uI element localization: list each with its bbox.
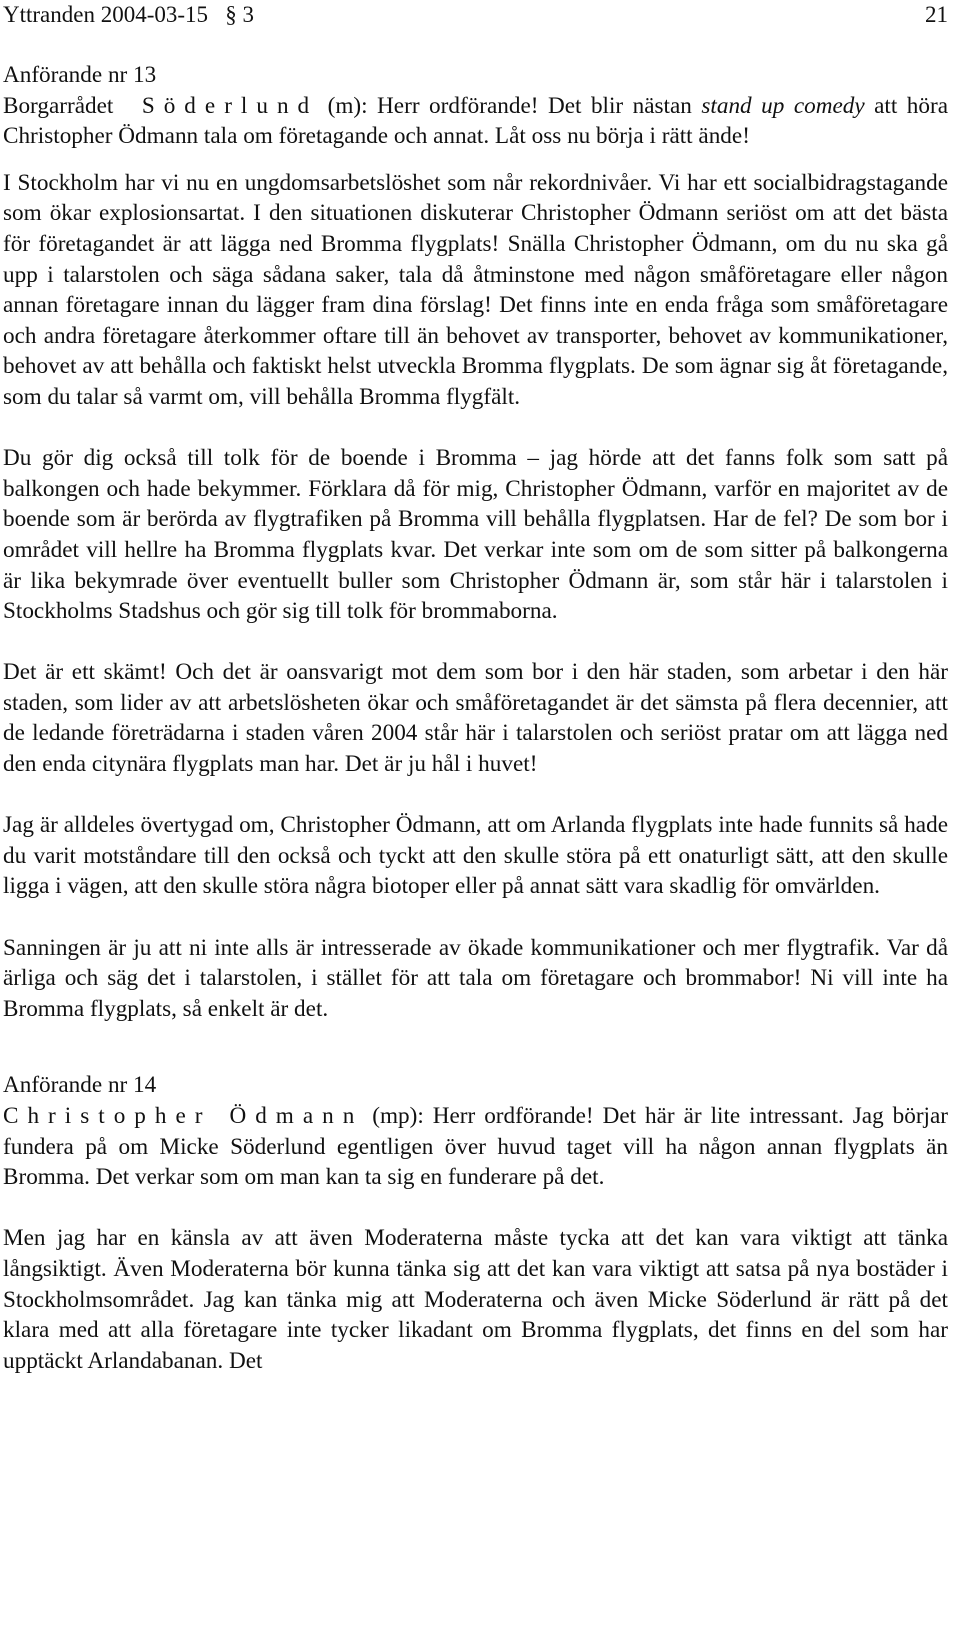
speech-opening-rest: att höra Christopher Ödmann tala om företagande och annat. Låt oss nu börja i rätt ände! <box>3 92 949 150</box>
speech-13 <box>3 60 948 1024</box>
speech-opening: (m): Herr ordförande! Det blir nästan <box>327 92 702 119</box>
paragraph: I Stockholm har vi nu en ungdomsarbetslöshet som når rekordnivåer. Vi har ett socialbidragstagande som ökar explosionsartat. I den situationen diskuterar Christopher Ödmann seriöst om att det bästa för företagandet är att lägga ned Bromma flygplats! Snälla Christopher Ödmann, om du nu ska gå upp i talarstolen och säga sådana saker, tala då åtminstone med någon småföretagare eller någon annan företagare innan du lägger fram dina förslag! Det finns inte en enda fråga som småföretagare och andra företagare återkommer oftare till än behovet av transporter, behovet av kommunikationer, behovet av att behålla och faktiskt helst utveckla Bromma flygplats. De som ägnar sig åt företagande, som du talar så varmt om, vill behålla Bromma flygfält. <box>3 169 948 410</box>
speech-14 <box>3 1070 948 1376</box>
paragraph: Det är ett skämt! Och det är oansvarigt mot dem som bor i den här staden, som arbetar i den här staden, som lider av att arbetslösheten ökar och småföretagandet är det sämsta på flera decennier, att de ledande företrädarna i staden våren 2004 står här i talarstolen och seriöst pratar om att lägga ned den enda citynära flygplats man har. Det är ju hål i huvet! <box>3 659 948 778</box>
header-left: Yttranden 2004-03-15 § 3 <box>3 2 255 27</box>
speaker-name: Söderlund <box>141 92 319 119</box>
paragraph: Sanningen är ju att ni inte alls är intresserade av ökade kommunikationer och mer flygtrafik. Var då ärliga och säg det i talarstolen, i stället för att tala om företagare och brommabor! Ni vill inte ha Bromma flygplats, så enkelt är det. <box>3 934 948 1022</box>
page-header <box>3 0 948 30</box>
speech-title: Anförande nr 14 <box>3 1072 157 1099</box>
speech-opening: (mp): Herr ordförande! Det här är lite intressant. Jag börjar fundera på om Micke Söderlund egentligen över huvud taget vill ha någon annan flygplats än Bromma. Det verkar som om man kan ta sig en funderare på det. <box>3 1103 949 1191</box>
paragraph: Du gör dig också till tolk för de boende i Bromma – jag hörde att det fanns folk som satt på balkongen och hade bekymmer. Förklara då för mig, Christopher Ödmann, varför en majoritet av de boende som är berörda av flygtrafiken på Bromma vill behålla flygplatsen. Har de fel? De som bor i området vill hellre ha Bromma flygplats kvar. Det verkar inte som om de som sitter på balkongerna är lika bekymrade över eventuellt buller som Christopher Ödmann är, som står här i talarstolen i Stockholms Stadshus och gör sig till tolk för brommaborna. <box>3 445 948 625</box>
paragraph: Jag är alldeles övertygad om, Christopher Ödmann, att om Arlanda flygplats inte hade funnits så hade du varit motståndare till den också och tyckt att den skulle störa på ett onaturligt sätt, att den skulle ligga i vägen, att den skulle störa några biotoper eller på annat sätt vara skadlig för omvärlden. <box>3 812 948 900</box>
italic-phrase: stand up comedy <box>701 92 865 119</box>
speaker-name: Christopher Ödmann <box>3 1103 364 1129</box>
page-number: 21 <box>925 2 948 27</box>
speech-intro <box>3 1101 948 1193</box>
paragraph: Men jag har en känsla av att även Moderaterna måste tycka att det kan vara viktigt att tänka långsiktigt. Även Moderaterna bör kunna tänka sig att det kan vara viktigt att satsa på nya bostäder i Stockholmsområdet. Jag kan tänka mig att Moderaterna och även Micke Söderlund är rätt på det klara med att alla företagare inte tycker likadant om Bromma flygplats, det finns en del som har upptäckt Arlandabanan. Det <box>3 1225 948 1374</box>
speech-intro <box>3 91 948 152</box>
speaker-role: Borgarrådet <box>3 92 114 119</box>
speech-title: Anförande nr 13 <box>3 62 157 88</box>
